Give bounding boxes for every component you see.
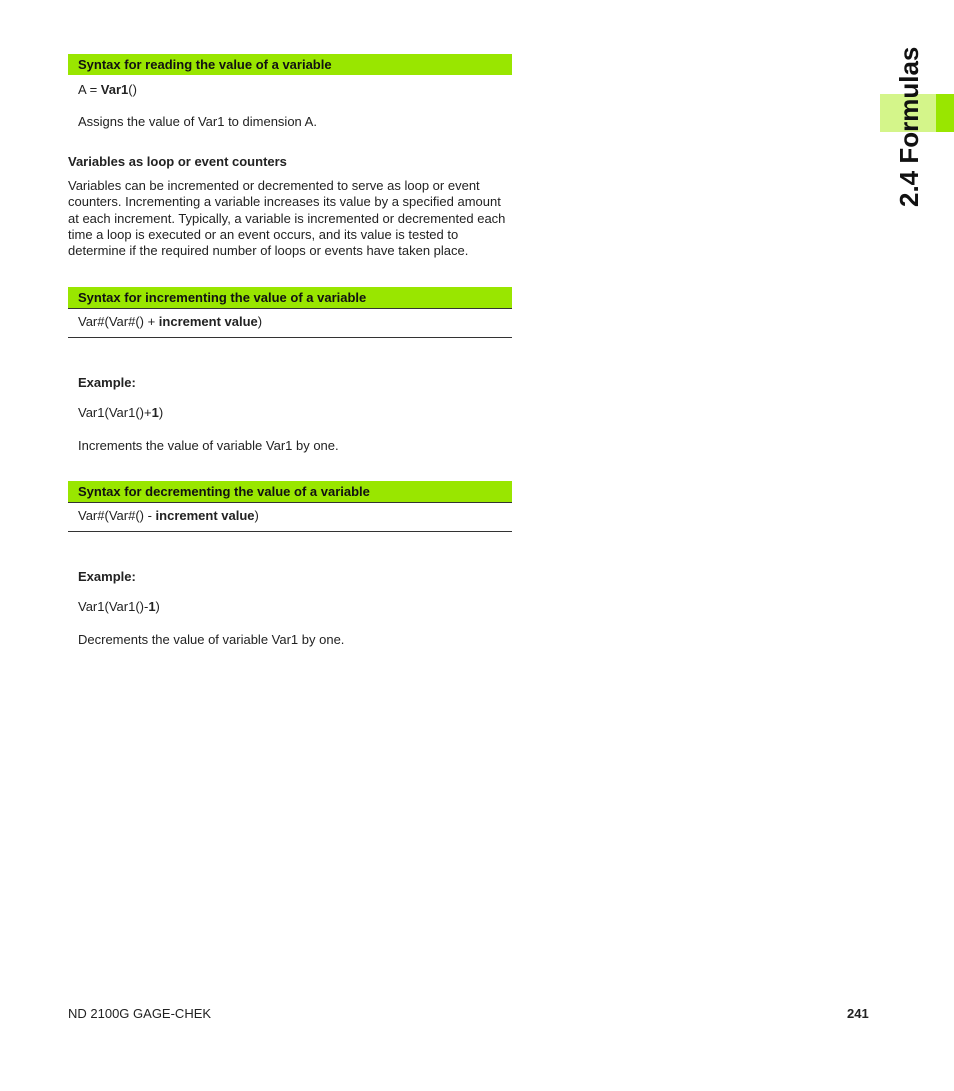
counters-heading: Variables as loop or event counters xyxy=(68,154,287,169)
increment-divider-bottom xyxy=(68,337,512,338)
increment-syntax-code xyxy=(78,314,262,330)
decrement-syntax-header: Syntax for decrementing the value of a variable xyxy=(68,481,512,502)
read-code-bold: Var1 xyxy=(100,82,129,97)
increment-example-suffix: ) xyxy=(158,405,164,420)
decrement-example-label: Example: xyxy=(78,569,136,584)
increment-example-bold: 1 xyxy=(151,405,159,420)
increment-syntax-prefix: Var#(Var#() + xyxy=(78,314,159,329)
decrement-example-code xyxy=(78,599,160,615)
read-description: Assigns the value of Var1 to dimension A. xyxy=(78,114,317,129)
decrement-description: Decrements the value of variable Var1 by one. xyxy=(78,632,345,647)
increment-syntax-suffix: ) xyxy=(257,314,263,329)
increment-divider-top xyxy=(68,308,512,309)
decrement-example-prefix: Var1(Var1()- xyxy=(78,599,149,614)
footer-product: ND 2100G GAGE-CHEK xyxy=(68,1006,212,1021)
decrement-divider-bottom xyxy=(68,531,512,532)
read-code-suffix: () xyxy=(128,82,137,97)
increment-example-prefix: Var1(Var1()+ xyxy=(78,405,152,420)
read-syntax-header: Syntax for reading the value of a variable xyxy=(68,54,512,75)
increment-example-code xyxy=(78,405,163,421)
chapter-title-text: 2.4 Formulas xyxy=(894,46,924,207)
decrement-example-bold: 1 xyxy=(148,599,156,614)
increment-example-label: Example: xyxy=(78,375,136,390)
read-code-prefix: A = xyxy=(78,82,101,97)
increment-description: Increments the value of variable Var1 by one. xyxy=(78,438,339,453)
decrement-example-suffix: ) xyxy=(155,599,160,614)
decrement-divider-top xyxy=(68,502,512,503)
counters-paragraph: Variables can be incremented or decremented to serve as loop or event counters. Incrementing a variable increases its value by a specified amount at each increment. Typically, a variable is incremented or decremented each time a loop is executed or an event occurs, and its value is tested to determine if the required number of loops or events have taken place. xyxy=(68,178,506,259)
chapter-tab-dark xyxy=(936,94,954,132)
read-syntax-code xyxy=(78,82,137,98)
decrement-syntax-prefix: Var#(Var#() - xyxy=(78,508,156,523)
increment-syntax-header: Syntax for incrementing the value of a variable xyxy=(68,287,512,308)
decrement-syntax-bold: increment value xyxy=(155,508,255,523)
footer-page-number: 241 xyxy=(847,1006,869,1021)
increment-syntax-bold: increment value xyxy=(158,314,258,329)
decrement-syntax-code xyxy=(78,508,259,524)
decrement-syntax-suffix: ) xyxy=(254,508,259,523)
